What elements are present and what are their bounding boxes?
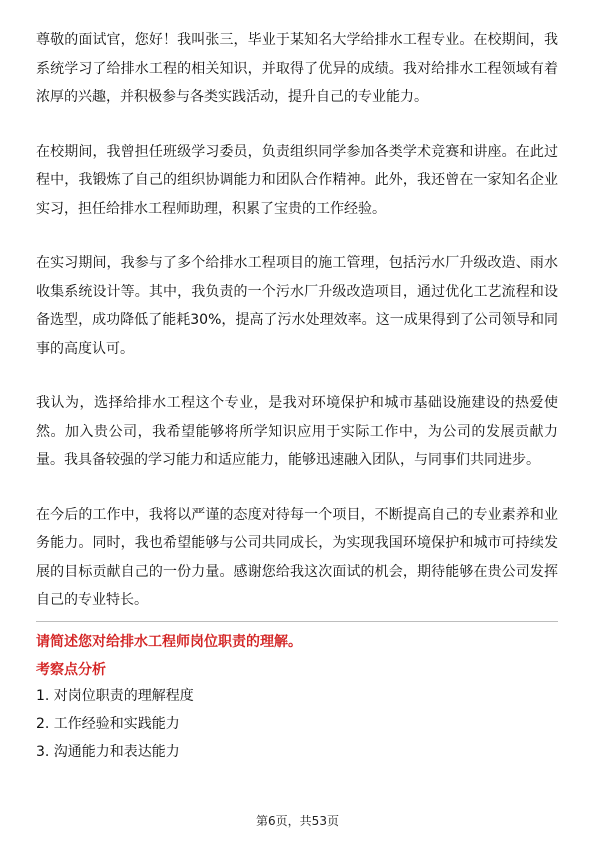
answer-paragraph-2: 在校期间，我曾担任班级学习委员，负责组织同学参加各类学术竞赛和讲座。在此过程中，我锻炼了自己的组织协调能力和团队合作精神。此外，我还曾在一家知名企业实习，担任给排水工程师助理，积累了宝贵的工作经验。	[36, 143, 558, 217]
list-item: 2. 工作经验和实践能力	[36, 715, 180, 732]
page-number-footer: 第6页，共53页	[256, 814, 339, 828]
analysis-title: 考察点分析	[36, 661, 106, 678]
list-item: 1. 对岗位职责的理解程度	[36, 687, 194, 704]
answer-paragraph-4: 我认为，选择给排水工程这个专业，是我对环境保护和城市基础设施建设的热爱使然。加入贵公司，我希望能够将所学知识应用于实际工作中，为公司的发展贡献力量。我具备较强的学习能力和适应能力，能够迅速融入团队，与同事们共同进步。	[36, 395, 558, 468]
document-body	[36, 26, 558, 766]
list-item: 3. 沟通能力和表达能力	[36, 743, 180, 760]
question-heading: 请简述您对给排水工程师岗位职责的理解。	[36, 633, 302, 650]
answer-paragraph-5: 在今后的工作中，我将以严谨的态度对待每一个项目，不断提高自己的专业素养和业务能力。同时，我也希望能够与公司共同成长，为实现我国环境保护和城市可持续发展的目标贡献自己的一份力量。感谢您给我这次面试的机会，期待能够在贵公司发挥自己的专业特长。	[36, 506, 558, 608]
answer-paragraph-3: 在实习期间，我参与了多个给排水工程项目的施工管理，包括污水厂升级改造、雨水收集系统设计等。其中，我负责的一个污水厂升级改造项目，通过优化工艺流程和设备选型，成功降低了能耗30%，提高了污水处理效率。这一成果得到了公司领导和同事的高度认可。	[36, 255, 558, 357]
section-divider	[36, 621, 558, 622]
answer-paragraph-1: 尊敬的面试官，您好！我叫张三，毕业于某知名大学给排水工程专业。在校期间，我系统学习了给排水工程的相关知识，并取得了优异的成绩。我对给排水工程领域有着浓厚的兴趣，并积极参与各类实践活动，提升自己的专业能力。	[36, 32, 558, 105]
analysis-list	[36, 682, 558, 766]
